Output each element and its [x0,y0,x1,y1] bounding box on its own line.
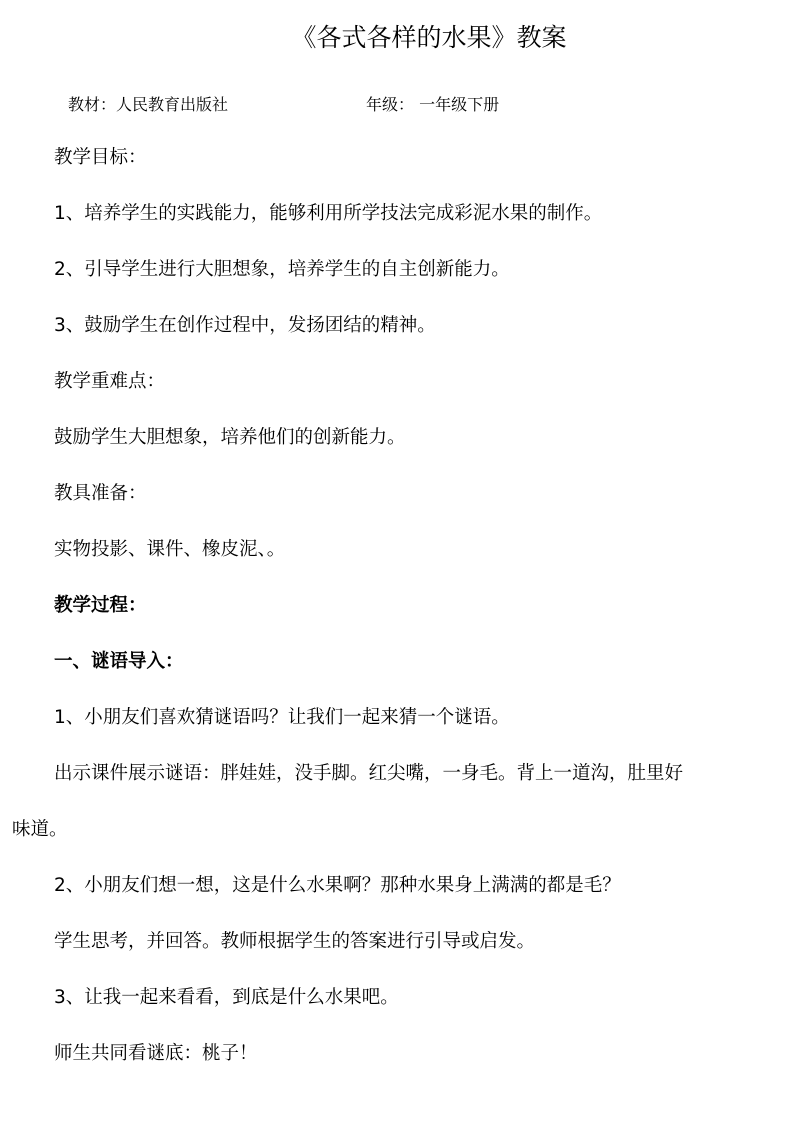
objective-item-3: 3、鼓励学生在创作过程中，发扬团结的精神。 [54,315,436,336]
student-response-text: 学生思考，并回答。教师根据学生的答案进行引导或启发。 [54,931,536,952]
grade-info: 年级： 一年级下册 [366,95,500,114]
objective-item-1: 1、培养学生的实践能力，能够利用所学技法完成彩泥水果的制作。 [54,203,603,224]
section-heading-materials: 教具准备： [54,483,147,504]
section-heading-key-points: 教学重难点： [54,371,166,392]
key-points-text: 鼓励学生大胆想象，培养他们的创新能力。 [54,427,406,448]
riddle-answer-text: 师生共同看谜底：桃子！ [54,1043,258,1064]
subsection-heading-riddle: 一、谜语导入： [54,651,184,672]
section-heading-process: 教学过程： [54,595,147,616]
section-heading-objectives: 教学目标： [54,147,147,168]
publisher-info: 教材：人民教育出版社 [68,95,229,114]
riddle-text-continued: 味道。 [12,819,68,840]
document-meta [68,92,500,118]
process-step-3: 3、让我一起来看看，到底是什么水果吧。 [54,987,399,1008]
document-title: 《各式各样的水果》教案 [291,23,567,52]
materials-text: 实物投影、课件、橡皮泥、。 [54,539,286,560]
objective-item-2: 2、引导学生进行大胆想象，培养学生的自主创新能力。 [54,259,510,280]
process-step-2: 2、小朋友们想一想，这是什么水果啊？那种水果身上满满的都是毛？ [54,875,621,896]
process-step-1: 1、小朋友们喜欢猜谜语吗？让我们一起来猜一个谜语。 [54,707,510,728]
riddle-text: 出示课件展示谜语：胖娃娃，没手脚。红尖嘴，一身毛。背上一道沟，肚里好 [54,763,684,784]
